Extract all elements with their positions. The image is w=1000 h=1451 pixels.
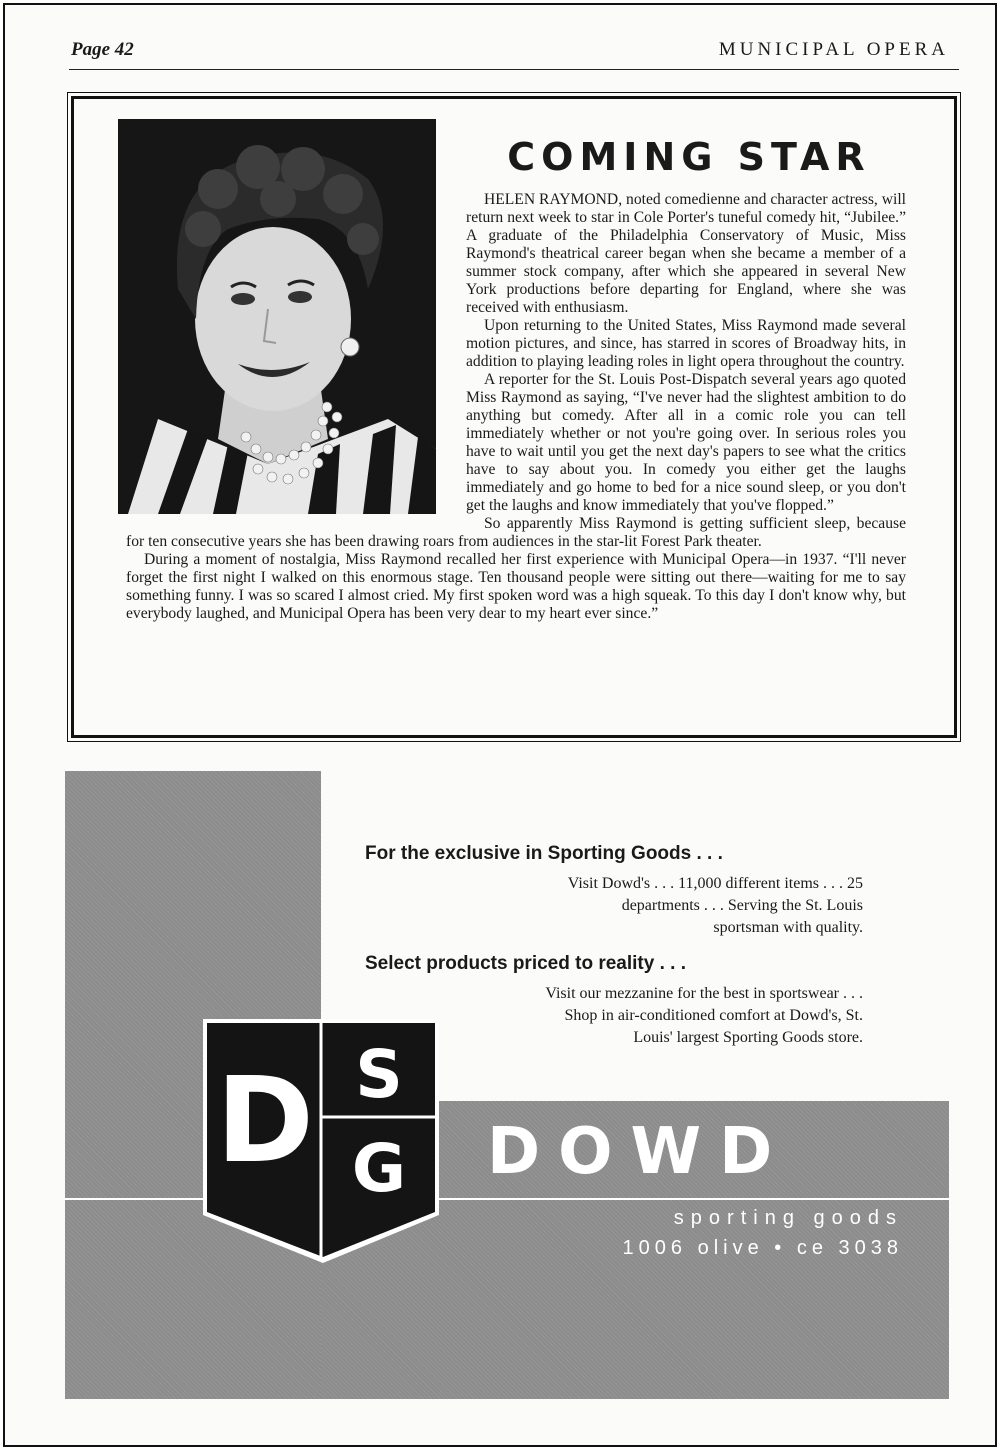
ad-headline-products: Select products priced to reality . . .: [365, 953, 686, 974]
article-paragraph: During a moment of nostalgia, Miss Raymond recalled her first experience with Municipal Opera—in 1937. “I'll never forget the first night I walked on this enormous stage. Ten thousand people were sitting out there—waiting for me to say something funny. I was so scared I almost cried. My first spoken word was a high squeak. To this day I don't know why, but everybody laughed, and Municipal Opera has been very dear to my heart ever since.”: [126, 551, 906, 622]
brand-name: DOWD: [487, 1115, 791, 1189]
dowd-advertisement: [65, 771, 949, 1399]
article-paragraph: HELEN RAYMOND, noted comedienne and character actress, will return next week to star in Cole Porter's tuneful comedy hit, “Jubilee.” A graduate of the Philadelphia Conservatory of Music, Miss Raymond's theatrical career began when she became a member of a summer stock company, after which she appeared in several New York productions before departing for England, where she was received with enthusiasm.: [466, 191, 906, 316]
page-number: Page 42: [71, 39, 134, 60]
page-frame: [3, 3, 997, 1447]
ad-paragraph-visit: Visit Dowd's . . . 11,000 different items . . . 25 departments . . . Serving the St. Louis sportsman with quality.: [567, 875, 863, 936]
running-head: MUNICIPAL OPERA: [718, 39, 949, 60]
article-paragraph: Upon returning to the United States, Miss Raymond made several motion pictures, and since, has starred in scores of Broadway hits, in addition to playing leading roles in light opera throughout the country.: [466, 317, 906, 370]
dsg-shield-logo: [201, 1017, 441, 1267]
article-paragraph: So apparently Miss Raymond is getting sufficient sleep, because for ten consecutive years she has been drawing roars from audiences in the star-lit Forest Park theater.: [126, 515, 906, 550]
ad-paragraph-mezzanine: Visit our mezzanine for the best in sportswear . . . Shop in air-conditioned comfort at Dowd's, St. Louis' largest Sporting Goods store.: [545, 985, 863, 1046]
photo-wrap-spacer: [126, 191, 466, 521]
ad-headline-sporting: For the exclusive in Sporting Goods . . .: [365, 843, 723, 864]
article-paragraph: A reporter for the St. Louis Post-Dispatch several years ago quoted Miss Raymond as saying, “I've never had the slightest ambition to do anything but comedy. After all in a comic role you can tell immediately whether or not you're going over. In serious roles you have to wait until you get the next day's papers to see what the critics have to say about you. In comedy you either get the laughs immediately and go home to bed for a nice sound sleep, or you don't get the laughs and know immediately that you've flopped.”: [466, 371, 906, 514]
logo-letter-s: S: [355, 1036, 403, 1113]
logo-letter-g: G: [351, 1130, 407, 1207]
brand-tagline: sporting goods: [673, 1207, 903, 1229]
ad-copy-block-1: [365, 843, 865, 939]
article-headline: COMING STAR: [507, 135, 871, 179]
brand-address: 1006 olive • ce 3038: [622, 1237, 903, 1259]
header-rule: [69, 69, 959, 70]
article-box: [71, 96, 957, 738]
article-body: [126, 191, 906, 623]
ad-rule-line: [65, 1198, 949, 1200]
logo-letter-d: D: [216, 1051, 314, 1189]
